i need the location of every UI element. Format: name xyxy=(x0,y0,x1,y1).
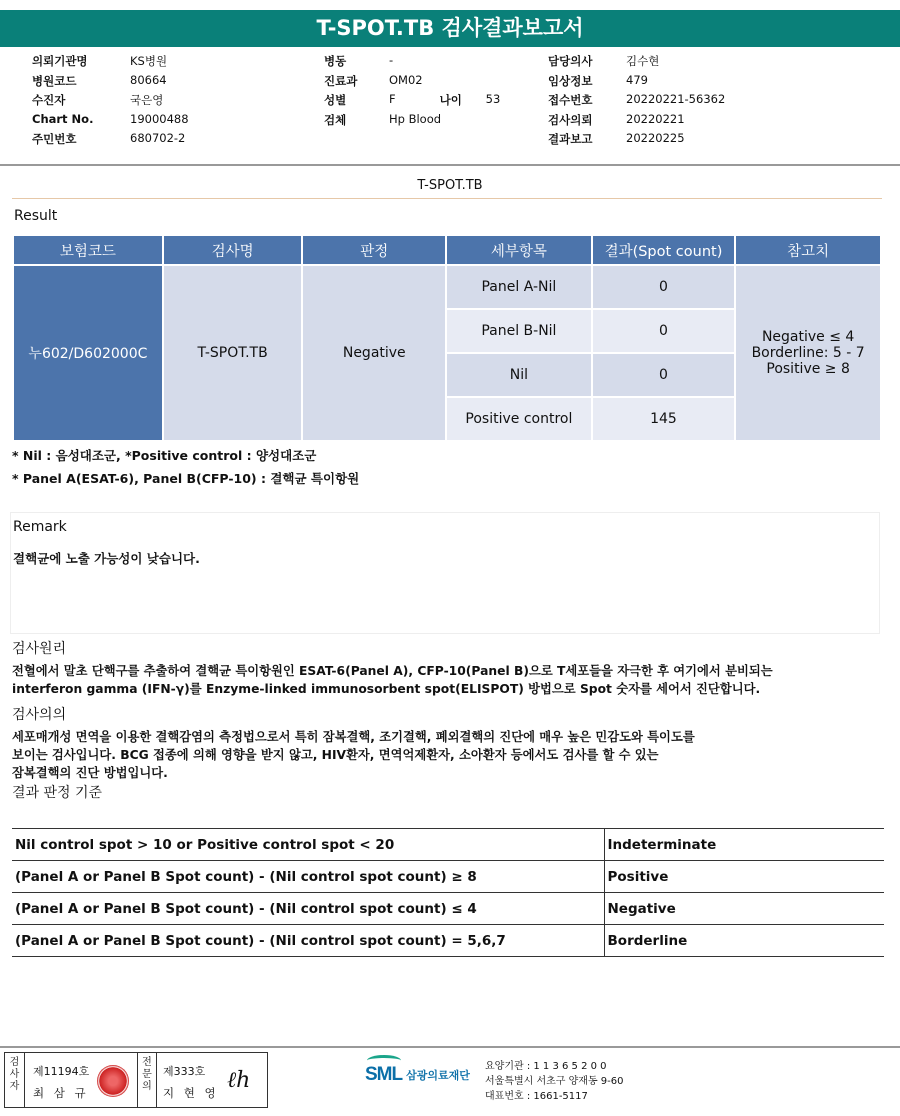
info-label: 진료과 xyxy=(324,73,358,88)
header-divider xyxy=(0,164,900,166)
info-column-2 xyxy=(324,53,500,131)
principle-line: interferon gamma (IFN-γ)를 Enzyme-linked immunosorbent spot(ELISPOT) 방법으로 Spot 숫자를 세어서 진단합니다. xyxy=(12,682,761,696)
sml-logo xyxy=(365,1064,470,1086)
principle-line: 전혈에서 말초 단핵구를 추출하여 결핵균 특이항원인 ESAT-6(Panel A), CFP-10(Panel B)으로 T세포들을 자극한 후 여기에서 분비되는 xyxy=(12,664,773,678)
doctor-side-label: 전문의 xyxy=(137,1053,157,1107)
info-value: OM02 xyxy=(389,72,423,87)
result-header-row xyxy=(14,236,880,264)
age-label: 나이 xyxy=(439,93,462,107)
criteria-result: Negative xyxy=(604,893,884,925)
organization-info xyxy=(485,1059,624,1104)
spot-count-cell: 0 xyxy=(593,310,735,352)
seal-icon xyxy=(97,1065,129,1097)
signature-box xyxy=(4,1052,268,1108)
doctor-name: 지 현 영 xyxy=(163,1086,219,1100)
info-label: 병원코드 xyxy=(32,73,77,88)
principle-title: 검사원리 xyxy=(12,641,67,657)
reference-line: Negative ≤ 4 xyxy=(761,329,855,345)
header-spot-count: 결과(Spot count) xyxy=(593,236,735,264)
doctor-license: 제333호 xyxy=(163,1065,206,1078)
info-value: 80664 xyxy=(130,72,167,87)
header-detail-item: 세부항목 xyxy=(447,236,591,264)
signature-icon: ℓh xyxy=(227,1068,251,1093)
result-label: Result xyxy=(14,208,58,224)
criteria-condition: (Panel A or Panel B Spot count) - (Nil control spot count) ≤ 4 xyxy=(12,893,604,925)
tester-name: 최 삼 규 xyxy=(33,1086,89,1100)
criteria-result: Positive xyxy=(604,861,884,893)
reference-line: Borderline: 5 - 7 xyxy=(751,345,865,361)
info-value: 479 xyxy=(626,72,648,87)
criteria-title: 결과 판정 기준 xyxy=(12,785,103,801)
info-value: 국은영 xyxy=(130,93,164,107)
footer-divider xyxy=(0,1046,900,1048)
info-label: 수진자 xyxy=(32,93,66,107)
info-label: 병동 xyxy=(324,54,347,68)
result-table xyxy=(12,234,882,442)
note-line: * Panel A(ESAT-6), Panel B(CFP-10) : 결핵균 특이항원 xyxy=(12,471,360,486)
info-value: 680702-2 xyxy=(130,131,186,145)
remark-label: Remark xyxy=(13,519,67,535)
criteria-result: Indeterminate xyxy=(604,829,884,861)
meaning-line: 세포매개성 면역을 이용한 결핵감염의 측정법으로서 특히 잠복결핵, 조기결핵, 폐외결핵의 진단에 매우 높은 민감도와 특이도를 xyxy=(12,730,695,744)
org-info-line: 대표번호 : 1661-5117 xyxy=(485,1091,588,1102)
detail-item-cell: Positive control xyxy=(447,398,591,440)
info-label: 접수번호 xyxy=(548,93,593,107)
reference-cell xyxy=(736,266,880,440)
info-column-1 xyxy=(32,53,189,151)
remark-box xyxy=(10,512,880,634)
criteria-condition: (Panel A or Panel B Spot count) - (Nil control spot count) = 5,6,7 xyxy=(12,925,604,957)
header-reference: 참고치 xyxy=(736,236,880,264)
spot-count-cell: 145 xyxy=(593,398,735,440)
info-label: 담당의사 xyxy=(548,54,593,68)
org-info-line: 요양기관 : 1 1 3 6 5 2 0 0 xyxy=(485,1061,607,1072)
meaning-line: 잠복결핵의 진단 방법입니다. xyxy=(12,766,168,780)
header-insurance-code: 보험코드 xyxy=(14,236,162,264)
info-label: 성별 xyxy=(324,93,347,107)
detail-item-cell: Nil xyxy=(447,354,591,396)
table-row xyxy=(12,893,884,925)
info-column-3 xyxy=(548,53,725,151)
detail-item-cell: Panel A-Nil xyxy=(447,266,591,308)
criteria-condition: Nil control spot > 10 or Positive control spot < 20 xyxy=(12,829,604,861)
info-value: - xyxy=(389,53,394,67)
table-row xyxy=(14,266,880,308)
info-value: 20220225 xyxy=(626,131,685,145)
table-row xyxy=(12,829,884,861)
tester-side-label: 검사자 xyxy=(5,1053,25,1107)
tester-license: 제11194호 xyxy=(33,1065,90,1078)
meaning-line: 보이는 검사입니다. BCG 접종에 의해 영향을 받지 않고, HIV환자, 면역억제환자, 소아환자 등에서도 검사를 할 수 있는 xyxy=(12,748,659,762)
info-label: 주민번호 xyxy=(32,132,77,146)
section-title: T-SPOT.TB xyxy=(417,178,483,193)
principle-section xyxy=(12,638,888,806)
header-judgement: 판정 xyxy=(303,236,445,264)
table-notes xyxy=(12,444,359,490)
section-divider xyxy=(12,198,882,199)
info-value: Hp Blood xyxy=(389,111,442,126)
info-value: F xyxy=(389,92,396,106)
spot-count-cell: 0 xyxy=(593,266,735,308)
info-label: 임상정보 xyxy=(548,73,593,88)
meaning-title: 검사의의 xyxy=(12,707,67,723)
criteria-table xyxy=(12,828,884,957)
info-value: 김수현 xyxy=(626,54,660,68)
reference-line: Positive ≥ 8 xyxy=(766,361,850,377)
info-label: 검체 xyxy=(324,112,347,127)
table-row xyxy=(12,861,884,893)
info-label: 결과보고 xyxy=(548,132,593,146)
org-info-line: 서울특별시 서초구 양재동 9-60 xyxy=(485,1076,624,1087)
sml-logo-name: 삼광의료재단 xyxy=(406,1069,470,1082)
info-value: 20220221-56362 xyxy=(626,92,726,106)
info-value: 19000488 xyxy=(130,111,189,126)
insurance-code-cell: 누602/D602000C xyxy=(14,266,162,440)
info-value: 20220221 xyxy=(626,111,685,126)
age-value: 53 xyxy=(485,92,501,106)
header-test-name: 검사명 xyxy=(164,236,302,264)
spot-count-cell: 0 xyxy=(593,354,735,396)
criteria-result: Borderline xyxy=(604,925,884,957)
judgement-cell: Negative xyxy=(303,266,445,440)
info-label: 검사의뢰 xyxy=(548,112,593,127)
detail-item-cell: Panel B-Nil xyxy=(447,310,591,352)
note-line: * Nil : 음성대조군, *Positive control : 양성대조군 xyxy=(12,448,317,463)
info-label: Chart No. xyxy=(32,111,94,126)
info-label: 의뢰기관명 xyxy=(32,54,88,68)
report-title: T-SPOT.TB 검사결과보고서 xyxy=(0,0,900,47)
table-row xyxy=(12,925,884,957)
remark-text: 결핵균에 노출 가능성이 낮습니다. xyxy=(13,551,200,566)
info-value: KS병원 xyxy=(130,54,168,68)
criteria-condition: (Panel A or Panel B Spot count) - (Nil control spot count) ≥ 8 xyxy=(12,861,604,893)
test-name-cell: T-SPOT.TB xyxy=(164,266,302,440)
sml-logo-mark: SML xyxy=(365,1064,403,1085)
